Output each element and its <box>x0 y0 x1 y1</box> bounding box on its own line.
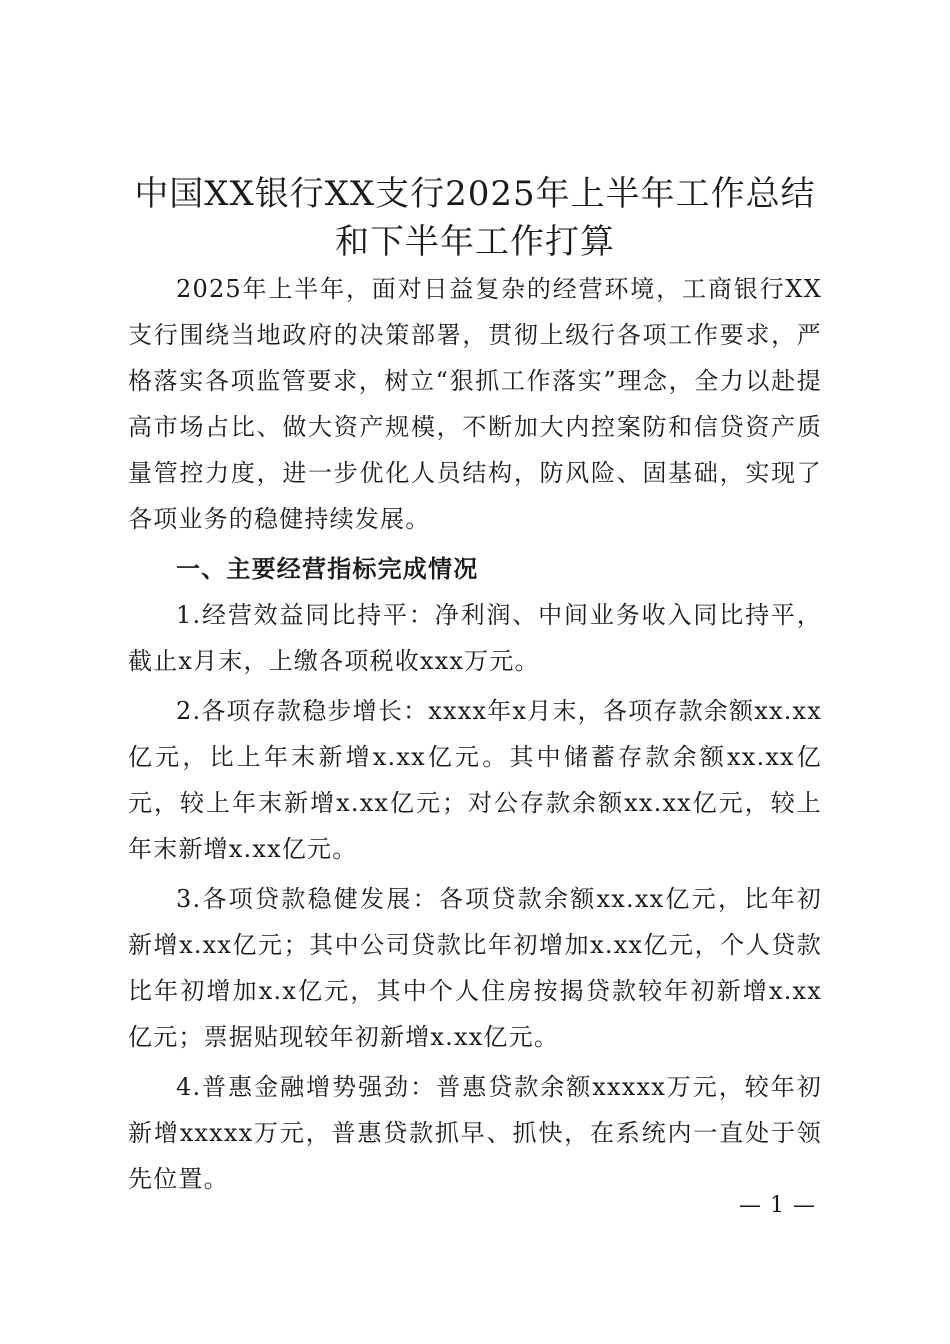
item-paragraph-1: 1.经营效益同比持平：净利润、中间业务收入同比持平，截止x月末，上缴各项税收xxx万元。 <box>128 601 822 675</box>
document-body <box>128 266 822 1202</box>
item-paragraph-2: 2.各项存款稳步增长：xxxx年x月末，各项存款余额xx.xx亿元，比上年末新增x.xx亿元。其中储蓄存款余额xx.xx亿元，较上年末新增x.xx亿元；对公存款余额xx.xx亿元，较上年末新增x.xx亿元。 <box>128 697 822 863</box>
item-paragraph-4: 4.普惠金融增势强劲：普惠贷款余额xxxxx万元，较年初新增xxxxx万元，普惠贷款抓早、抓快，在系统内一直处于领先位置。 <box>128 1073 822 1193</box>
section-heading-1: 一、主要经营指标完成情况 <box>176 555 479 583</box>
page-number: — 1 — <box>739 1193 816 1218</box>
title-line-2: 和下半年工作打算 <box>335 222 615 262</box>
intro-paragraph: 2025年上半年，面对日益复杂的经营环境，工商银行XX支行围绕当地政府的决策部署，贯彻上级行各项工作要求，严格落实各项监管要求，树立“狠抓工作落实”理念，全力以赴提高市场占比、做大资产规模，不断加大内控案防和信贷资产质量管控力度，进一步优化人员结构，防风险、固基础，实现了各项业务的稳健持续发展。 <box>128 275 822 533</box>
title-line-1: 中国XX银行XX支行2025年上半年工作总结 <box>134 174 816 214</box>
document-title <box>100 170 850 266</box>
item-paragraph-3: 3.各项贷款稳健发展：各项贷款余额xx.xx亿元，比年初新增x.xx亿元；其中公司贷款比年初增加x.xx亿元，个人贷款比年初增加x.x亿元，其中个人住房按揭贷款较年初新增x.xx亿元；票据贴现较年初新增x.xx亿元。 <box>128 885 822 1051</box>
